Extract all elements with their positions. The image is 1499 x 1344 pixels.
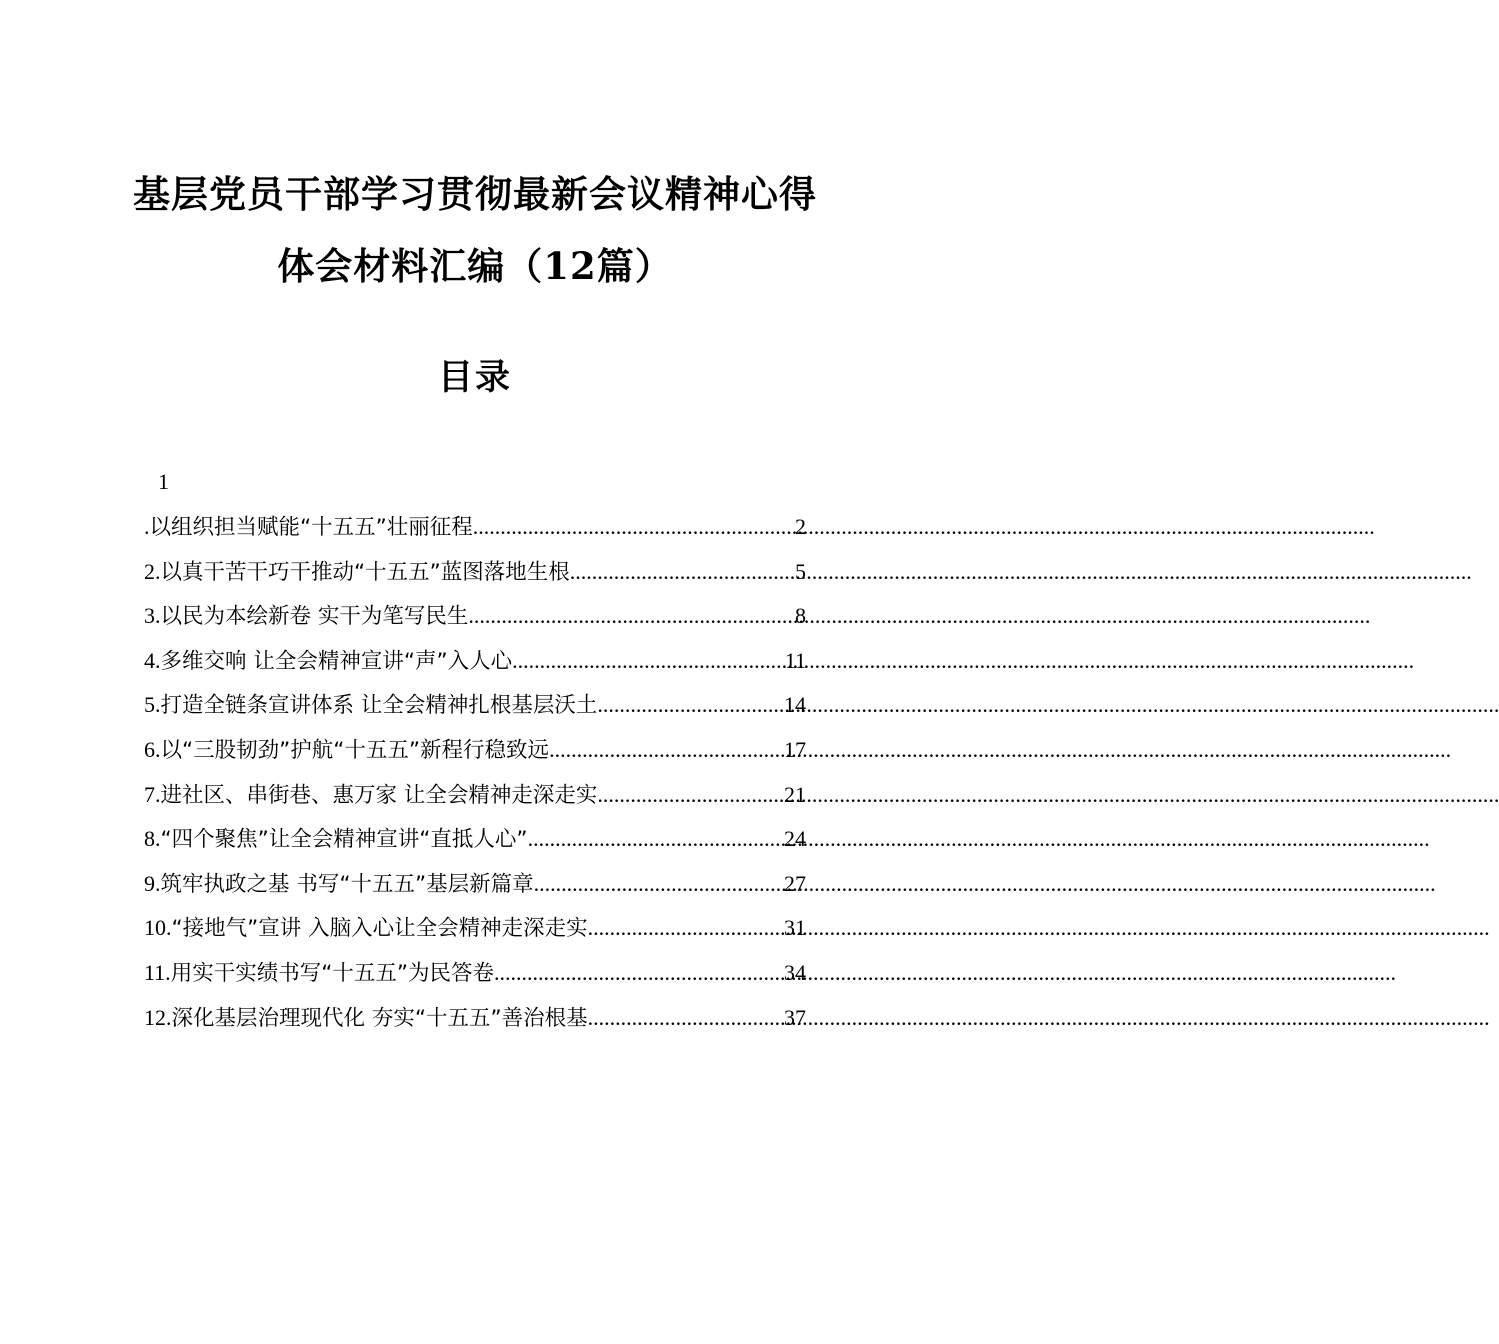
toc-entry-number: . [144, 514, 150, 539]
toc-entry-number: 11. [144, 959, 171, 985]
toc-page-number: 31 [784, 915, 806, 941]
toc-entry-number: 5. [144, 692, 161, 718]
toc-entry-title [144, 599, 468, 634]
toc-entry-6[interactable] [144, 733, 806, 778]
toc-page-number: 17 [784, 736, 806, 762]
toc-entry-text: 以民为本绘新卷 实干为笔写民生 [160, 604, 469, 630]
toc-entry-number: 4. [144, 647, 161, 673]
toc-entry-text: 以“三股韧劲”护航“十五五”新程行稳致远 [160, 737, 550, 763]
toc-entry-text: 以真干苦干巧干推动“十五五”蓝图落地生根 [160, 559, 570, 585]
toc-page-number: 14 [784, 692, 806, 718]
toc-page-number: 8 [795, 603, 806, 629]
toc-entry-number: 7. [144, 781, 161, 807]
toc-entry-title [144, 956, 494, 991]
toc-entry-number: 8. [144, 826, 161, 852]
toc-entry-text: 深化基层治理现代化 夯实“十五五”善治根基 [171, 1005, 588, 1031]
toc-leader-dots [549, 733, 784, 767]
toc-entry-1[interactable] [144, 510, 806, 555]
toc-page-number: 5 [795, 558, 806, 584]
toc-page-number: 37 [784, 1004, 806, 1030]
toc-entry-number: 12. [144, 1004, 172, 1030]
toc-leader-dots [588, 911, 784, 945]
toc-page-number: 27 [784, 870, 806, 896]
toc-heading: 目录 [437, 357, 512, 398]
toc-entry-4[interactable] [144, 644, 806, 689]
toc-entry-number: 3. [144, 603, 161, 629]
toc-entry-3[interactable] [144, 599, 806, 644]
toc-entry-title [144, 867, 534, 902]
toc-entry-5[interactable] [144, 688, 806, 733]
toc-leader-dots [534, 867, 784, 901]
toc-leader-dots [528, 822, 784, 856]
toc-leader-dots [494, 956, 784, 990]
toc-leader-dots [597, 778, 784, 812]
toc-page-number: 34 [784, 959, 806, 985]
toc-entry-11[interactable] [144, 956, 806, 1001]
toc-lead-number: 1 [158, 469, 169, 494]
toc-leader-dots [588, 1001, 784, 1035]
document-title-line-2: 体会材料汇编（12篇） [277, 244, 673, 288]
toc-leader-dots [512, 644, 785, 678]
toc-entry-title [144, 644, 512, 679]
toc-leader-dots [570, 555, 795, 589]
toc-page-number: 24 [784, 826, 806, 852]
toc-entry-8[interactable] [144, 822, 806, 867]
table-of-contents [144, 510, 806, 1045]
toc-entry-2[interactable] [144, 555, 806, 600]
toc-entry-number: 2. [144, 558, 161, 584]
toc-page-number: 21 [784, 781, 806, 807]
toc-entry-text: 打造全链条宣讲体系 让全会精神扎根基层沃土 [160, 693, 598, 719]
toc-entry-text: “接地气”宣讲 入脑入心让全会精神走深走实 [171, 916, 588, 942]
toc-page-number: 2 [795, 514, 806, 539]
toc-entry-text: 多维交响 让全会精神宣讲“声”入人心 [160, 648, 513, 674]
toc-entry-title [144, 1001, 588, 1036]
toc-leader-dots [597, 688, 784, 722]
toc-leader-dots [468, 599, 795, 633]
toc-entry-10[interactable] [144, 911, 806, 956]
toc-entry-title [144, 510, 473, 545]
toc-entry-number: 10. [144, 915, 172, 941]
toc-entry-title [144, 778, 597, 813]
toc-entry-text: “四个聚焦”让全会精神宣讲“直抵人心” [160, 827, 528, 853]
toc-page-number: 11 [784, 647, 806, 673]
toc-entry-7[interactable] [144, 778, 806, 823]
toc-entry-title [144, 733, 549, 768]
toc-entry-title [144, 688, 597, 723]
toc-entry-text: 进社区、串街巷、惠万家 让全会精神走深走实 [160, 782, 598, 808]
toc-leader-dots [473, 510, 795, 544]
toc-entry-9[interactable] [144, 867, 806, 912]
toc-entry-12[interactable] [144, 1001, 806, 1046]
toc-entry-text: 以组织担当赋能“十五五”壮丽征程 [149, 515, 473, 540]
document-title-line-1: 基层党员干部学习贯彻最新会议精神心得 [133, 172, 817, 216]
toc-entry-text: 用实干实绩书写“十五五”为民答卷 [170, 960, 494, 986]
toc-entry-title [144, 822, 528, 857]
toc-entry-number: 6. [144, 736, 161, 762]
toc-entry-title [144, 555, 570, 590]
toc-entry-text: 筑牢执政之基 书写“十五五”基层新篇章 [160, 871, 534, 897]
toc-entry-number: 9. [144, 870, 161, 896]
toc-entry-title [144, 911, 588, 946]
